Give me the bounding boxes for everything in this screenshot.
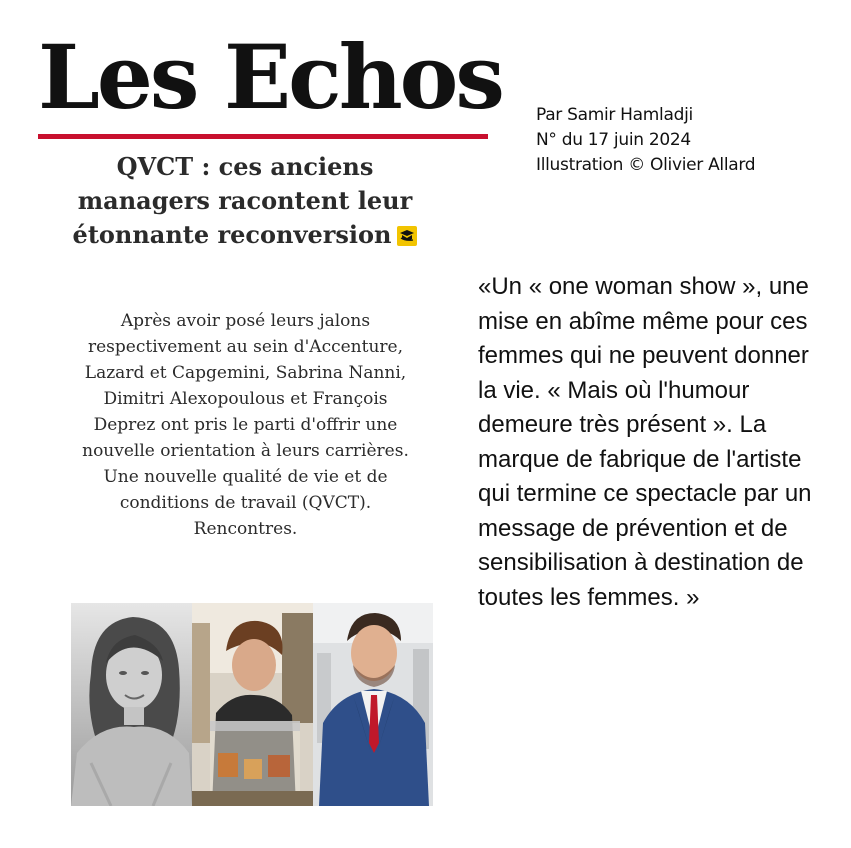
article-lede: Après avoir posé leurs jalons respectivement au sein d'Accenture, Lazard et Capgemini, Sabrina Nanni, Dimitri Alexopoulous et François Deprez ont pris le parti d'offrir une nouvelle orientation à leurs carrières. Une nouvelle qualité de vie et de conditions de travail (QVCT). Rencontres. <box>82 311 409 539</box>
masthead-rule <box>38 134 488 139</box>
article-headline <box>70 150 420 252</box>
headline-text: QVCT : ces anciens managers racontent leur étonnante reconversion <box>72 152 413 249</box>
portrait-woman <box>71 603 192 806</box>
credits-block <box>536 103 796 178</box>
portrait-young-man <box>192 603 313 806</box>
illustration-credit: Illustration © Olivier Allard <box>536 155 756 175</box>
article-photo <box>71 603 433 806</box>
premium-badge-icon <box>397 226 417 246</box>
issue-date: N° du 17 juin 2024 <box>536 130 691 150</box>
portrait-man-suit <box>313 603 433 806</box>
author-credit: Par Samir Hamladji <box>536 105 693 125</box>
pull-quote: «Un « one woman show », une mise en abîme même pour ces femmes qui ne peuvent donner la vie. « Mais où l'humour demeure très présent ». La marque de fabrique de l'artiste qui termine ce spectacle par un message de prévention et de sensibilisation à destination de toutes les femmes. » <box>478 273 812 611</box>
masthead-logo: Les Echos <box>38 25 502 129</box>
